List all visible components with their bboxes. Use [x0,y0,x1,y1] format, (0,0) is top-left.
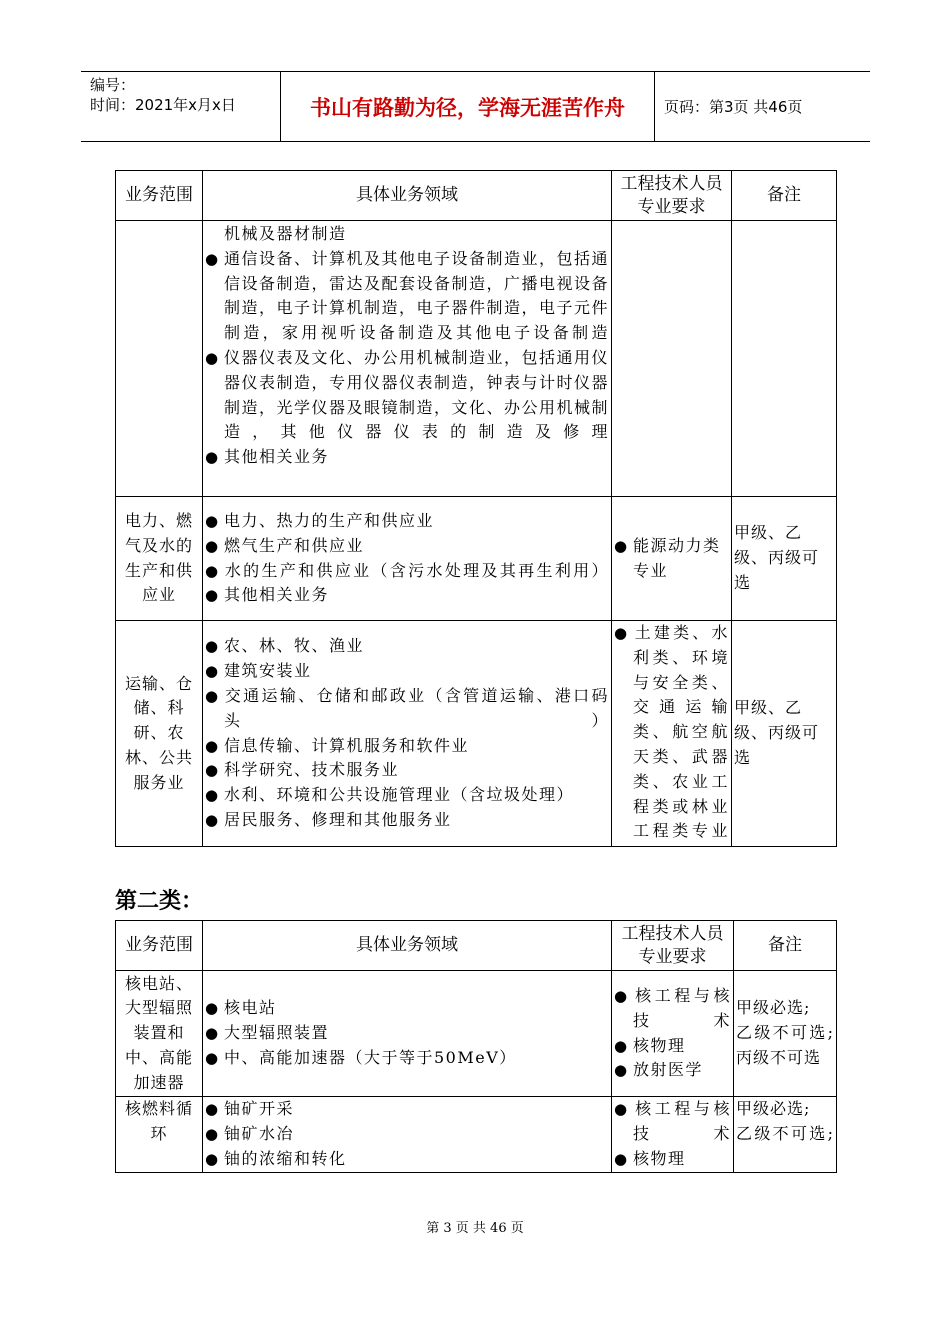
list-item: ● 农、林、牧、渔业 [205,634,609,659]
list-item: ● 其他相关业务 [205,445,609,470]
note-line: 乙级不可选; [736,1023,834,1043]
header-meta [81,72,281,141]
header-scope: 业务范围 [116,171,203,221]
list-item: ● 仪器仪表及文化、办公用机械制造业，包括通用仪器仪表制造，专用仪器仪表制造，钟表与计时仪器制造，光学仪器及眼镜制造，文化、办公用机械制造，其他仪器仪表的制造及修理 [205,346,609,445]
page-footer: 第 3 页 共 46 页 [426,1221,524,1236]
list-item: ● 水的生产和供应业（含污水处理及其再生利用） [205,559,609,584]
list-item: ● 科学研究、技术服务业 [205,758,609,783]
table-row [116,497,837,621]
scope-cell [116,221,203,497]
list-item: ● 水利、环境和公共设施管理业（含垃圾处理） [205,783,609,808]
table-row [116,221,837,497]
list-item-continued: 机械及器材制造 [224,224,347,243]
header-slogan: 书山有路勤为径，学海无涯苦作舟 [281,72,655,141]
requirement-item: ● 核物理 [614,1034,731,1059]
list-item: ● 通信设备、计算机及其他电子设备制造业，包括通信设备制造，雷达及配套设备制造，广播电视设备制造，电子计算机制造，电子器件制造，电子元件制造，家用视听设备制造及其他电子设备制造 [205,247,609,346]
list-item: ● 其他相关业务 [205,583,609,608]
header-requirement: 工程技术人员专业要求 [612,171,732,221]
page-header [81,71,870,142]
notes-cell [734,1097,837,1173]
requirement-item: ● 土建类、水利类、环境与安全类、交通运输类、航空航天类、武器类、农业工程类或林业工程类专业 [614,621,729,844]
doc-number-label: 编号： [90,76,136,94]
list-item: ● 建筑安装业 [205,659,609,684]
list-item: ● 铀矿开采 [205,1097,609,1122]
list-item: ● 铀的浓缩和转化 [205,1147,609,1172]
areas-cell [203,621,612,847]
list-item: ● 燃气生产和供应业 [205,534,609,559]
table-row [116,971,837,1097]
header-page-info: 页码：第3页 共46页 [664,98,803,116]
note-line: 甲级必选; [736,998,811,1018]
list-item: ● 中、高能加速器（大于等于50MeV） [205,1046,609,1071]
business-scope-table-1 [115,170,837,847]
section-title: 第二类： [115,888,204,914]
list-item: ● 信息传输、计算机服务和软件业 [205,734,609,759]
requirement-item: ● 能源动力类专业 [614,534,729,584]
notes-cell [732,221,837,497]
list-item: ● 电力、热力的生产和供应业 [205,509,609,534]
list-item: ● 铀矿水冶 [205,1122,609,1147]
scope-cell: 电力、燃气及水的生产和供应业 [116,497,203,621]
requirement-item: ● 核工程与核技术 [614,984,731,1034]
requirement-item: ● 放射医学 [614,1058,731,1083]
table-header-row [116,171,837,221]
header-areas: 具体业务领域 [203,921,612,971]
areas-cell [203,1097,612,1173]
areas-cell [203,497,612,621]
list-item: ● 核电站 [205,996,609,1021]
requirement-cell [612,971,734,1097]
table-row [116,1097,837,1173]
requirement-item: ● 核物理 [614,1147,731,1172]
areas-cell [203,221,612,497]
note-line: 丙级不可选 [736,1047,822,1067]
areas-cell [203,971,612,1097]
requirement-cell [612,621,732,847]
requirement-cell [612,1097,734,1173]
scope-cell: 运输、仓储、科研、农林、公共服务业 [116,621,203,847]
table-header-row [116,921,837,971]
requirement-cell [612,221,732,497]
list-item: ● 居民服务、修理和其他服务业 [205,808,609,833]
notes-cell [734,971,837,1097]
scope-cell: 核燃料循环 [116,1097,203,1173]
requirement-item: ● 核工程与核技术 [614,1097,731,1147]
header-areas: 具体业务领域 [203,171,612,221]
notes-cell: 甲级、乙级、丙级可选 [732,497,837,621]
list-item: ● 交通运输、仓储和邮政业（含管道运输、港口码头） [205,684,609,734]
note-line: 甲级必选; [736,1099,811,1118]
business-scope-table-2 [115,920,837,1173]
doc-date-label: 时间：2021年x月x日 [90,96,236,114]
requirement-cell [612,497,732,621]
notes-cell: 甲级、乙级、丙级可选 [732,621,837,847]
scope-cell: 核电站、大型辐照装置和中、高能加速器 [116,971,203,1097]
note-line: 乙级不可选; [736,1123,834,1143]
table-row [116,621,837,847]
header-notes: 备注 [732,171,837,221]
list-item: ● 大型辐照装置 [205,1021,609,1046]
header-requirement: 工程技术人员专业要求 [612,921,734,971]
header-notes: 备注 [734,921,837,971]
header-scope: 业务范围 [116,921,203,971]
